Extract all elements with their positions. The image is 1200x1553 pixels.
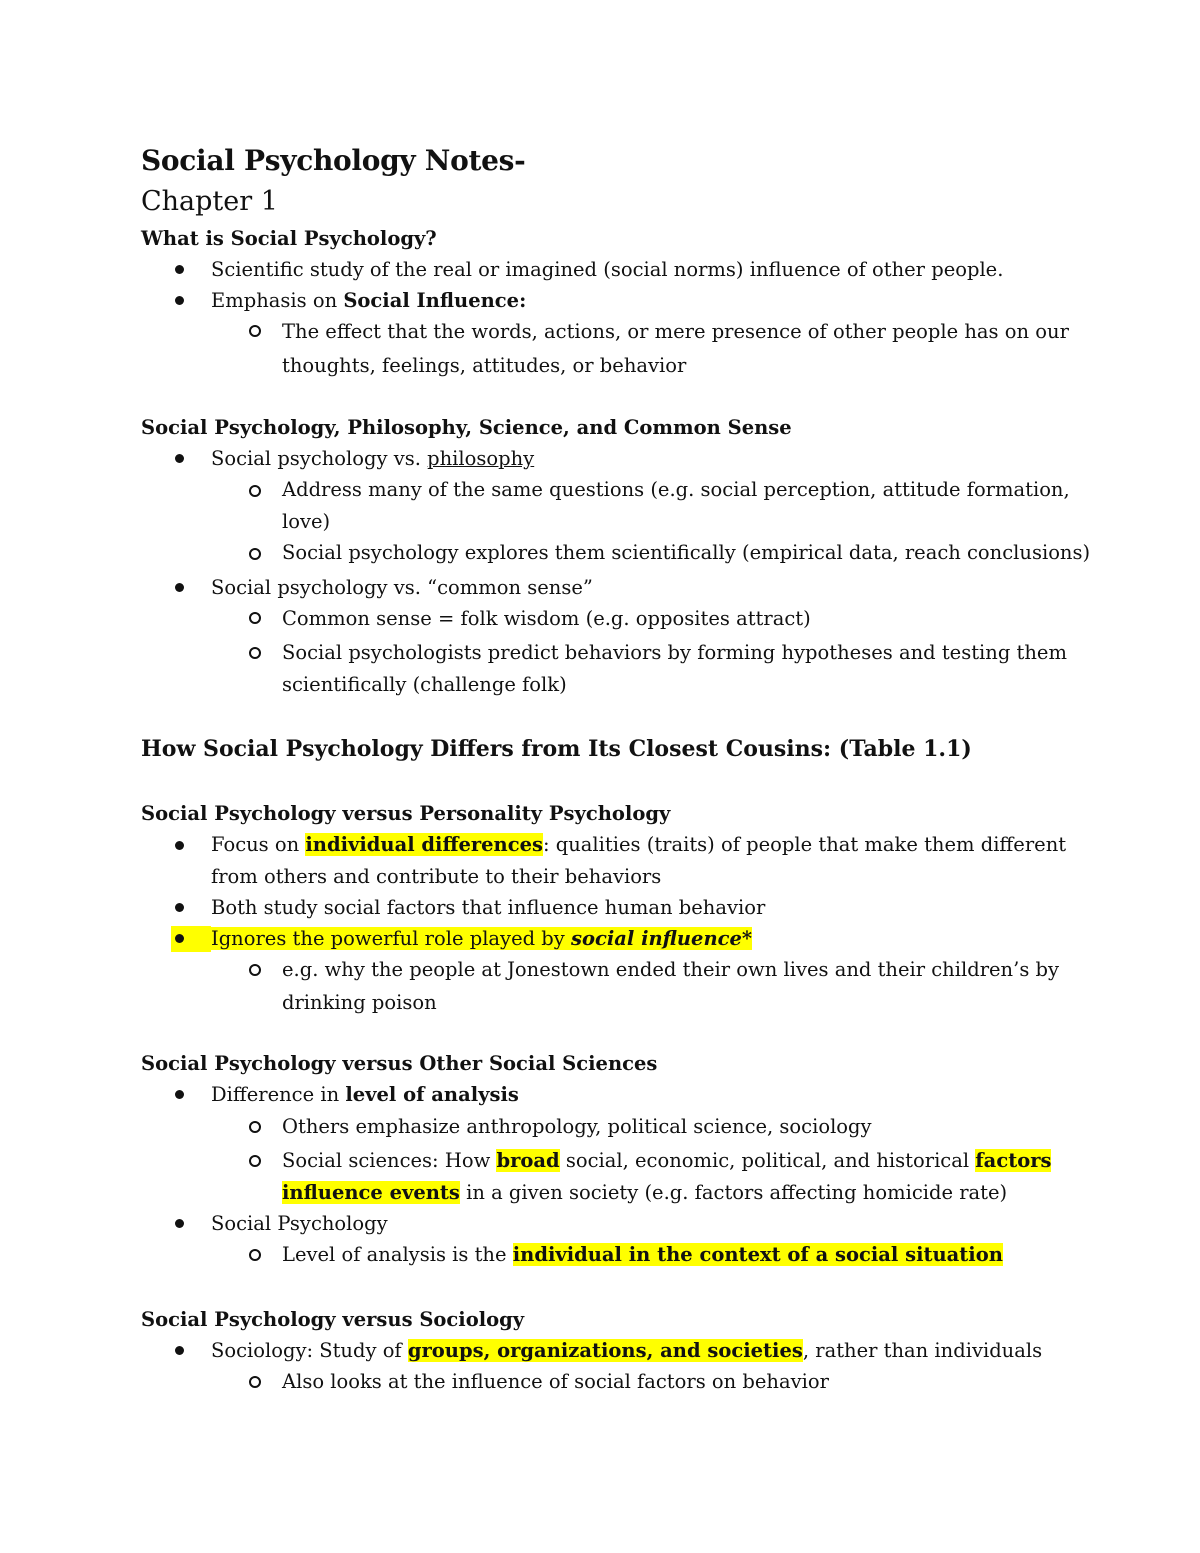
bold-term: level of analysis xyxy=(345,1083,519,1106)
document-title: Social Psychology Notes- xyxy=(141,144,526,177)
section-heading-sociology: Social Psychology versus Sociology xyxy=(141,1308,525,1331)
list-item xyxy=(211,1338,1042,1364)
sub-bullet-icon xyxy=(249,548,261,560)
bullet-icon xyxy=(175,934,184,943)
list-item: Both study social factors that influence human behavior xyxy=(211,896,766,919)
list-item-continued: from others and contribute to their behaviors xyxy=(211,865,662,888)
text-run: in a given society (e.g. factors affecting homicide rate) xyxy=(459,1181,1008,1204)
sub-list-item: Others emphasize anthropology, political science, sociology xyxy=(282,1115,872,1138)
sub-list-item-continued: thoughts, feelings, attitudes, or behavior xyxy=(282,354,687,377)
sub-bullet-icon xyxy=(249,1249,261,1261)
text-run: , rather than individuals xyxy=(802,1339,1043,1362)
list-item xyxy=(211,832,1066,858)
bullet-icon xyxy=(175,1219,184,1228)
highlighted-term: groups, organizations, and societies xyxy=(407,1339,803,1362)
highlighted-term: individual differences xyxy=(305,833,543,856)
sub-bullet-icon xyxy=(249,1376,261,1388)
bullet-icon xyxy=(175,583,184,592)
sub-list-item-continued: scientifically (challenge folk) xyxy=(282,673,567,696)
sub-list-item-continued: love) xyxy=(282,510,331,533)
highlighted-term: individual in the context of a social situation xyxy=(512,1243,1003,1266)
bullet-icon xyxy=(175,296,184,305)
section-heading-personality: Social Psychology versus Personality Psychology xyxy=(141,802,671,825)
sub-list-item: Common sense = folk wisdom (e.g. opposites attract) xyxy=(282,607,811,630)
highlighted-term: social influence* xyxy=(571,927,753,950)
bullet-icon xyxy=(175,1346,184,1355)
sub-bullet-icon xyxy=(249,612,261,624)
text-run: ) xyxy=(961,736,972,762)
highlighted-term: factors xyxy=(975,1149,1052,1172)
sub-bullet-icon xyxy=(249,1155,261,1167)
sub-list-item: The effect that the words, actions, or mere presence of other people has on our xyxy=(282,320,1069,343)
list-item: Scientific study of the real or imagined (social norms) influence of other people. xyxy=(211,258,1004,281)
sub-list-item: Social psychologists predict behaviors by forming hypotheses and testing them xyxy=(282,641,1067,664)
section-heading-closest-cousins xyxy=(141,736,972,763)
text-run: Level of analysis is the xyxy=(282,1243,513,1266)
highlighted-text: Ignores the powerful role played by xyxy=(211,927,571,950)
bullet-icon xyxy=(175,265,184,274)
section-heading-philosophy-science: Social Psychology, Philosophy, Science, and Common Sense xyxy=(141,416,792,439)
bullet-icon xyxy=(175,903,184,912)
text-run: Sociology: Study of xyxy=(211,1339,408,1362)
text-run: Difference in xyxy=(211,1083,346,1106)
text-run: social, economic, political, and historical xyxy=(559,1149,976,1172)
sub-list-item xyxy=(282,1242,1003,1268)
sub-list-item: Also looks at the influence of social factors on behavior xyxy=(282,1370,829,1393)
sub-bullet-icon xyxy=(249,964,261,976)
text-run: Social sciences: How xyxy=(282,1149,497,1172)
bullet-icon xyxy=(175,841,184,850)
sub-list-item: Social psychology explores them scientifically (empirical data, reach conclusions) xyxy=(282,541,1091,564)
text-run: Social psychology vs. xyxy=(211,447,428,470)
text-run: : qualities (traits) of people that make them different xyxy=(542,833,1067,856)
chapter-heading: Chapter 1 xyxy=(141,186,278,217)
sub-bullet-icon xyxy=(249,485,261,497)
highlighted-term: influence events xyxy=(282,1181,460,1204)
underlined-term: philosophy xyxy=(427,447,535,470)
sub-bullet-icon xyxy=(249,1121,261,1133)
section-heading-other-sciences: Social Psychology versus Other Social Sciences xyxy=(141,1052,658,1075)
highlighted-term: broad xyxy=(496,1149,560,1172)
bullet-icon xyxy=(175,1090,184,1099)
bold-term: Social Influence: xyxy=(343,289,527,312)
list-item xyxy=(211,288,526,314)
section-heading-what-is: What is Social Psychology? xyxy=(141,227,437,250)
text-run: Focus on xyxy=(211,833,306,856)
sub-bullet-icon xyxy=(249,325,261,337)
bullet-icon xyxy=(175,454,184,463)
sub-list-item: Address many of the same questions (e.g. social perception, attitude formation, xyxy=(282,478,1070,501)
sub-list-item: e.g. why the people at Jonestown ended their own lives and their children’s by xyxy=(282,958,1060,981)
text-run: Emphasis on xyxy=(211,289,344,312)
sub-bullet-icon xyxy=(249,647,261,659)
list-item xyxy=(211,1082,519,1108)
list-item: Social psychology vs. “common sense” xyxy=(211,576,593,599)
sub-list-item-continued: drinking poison xyxy=(282,991,437,1014)
list-item xyxy=(211,446,534,472)
list-item: Social Psychology xyxy=(211,1212,388,1235)
sub-list-item xyxy=(282,1148,1051,1174)
text-run: How Social Psychology Differs from Its Closest Cousins: ( xyxy=(141,736,850,762)
sub-list-item-continued xyxy=(282,1180,1007,1206)
bold-term: Table 1.1 xyxy=(849,736,962,762)
list-item xyxy=(211,926,752,952)
